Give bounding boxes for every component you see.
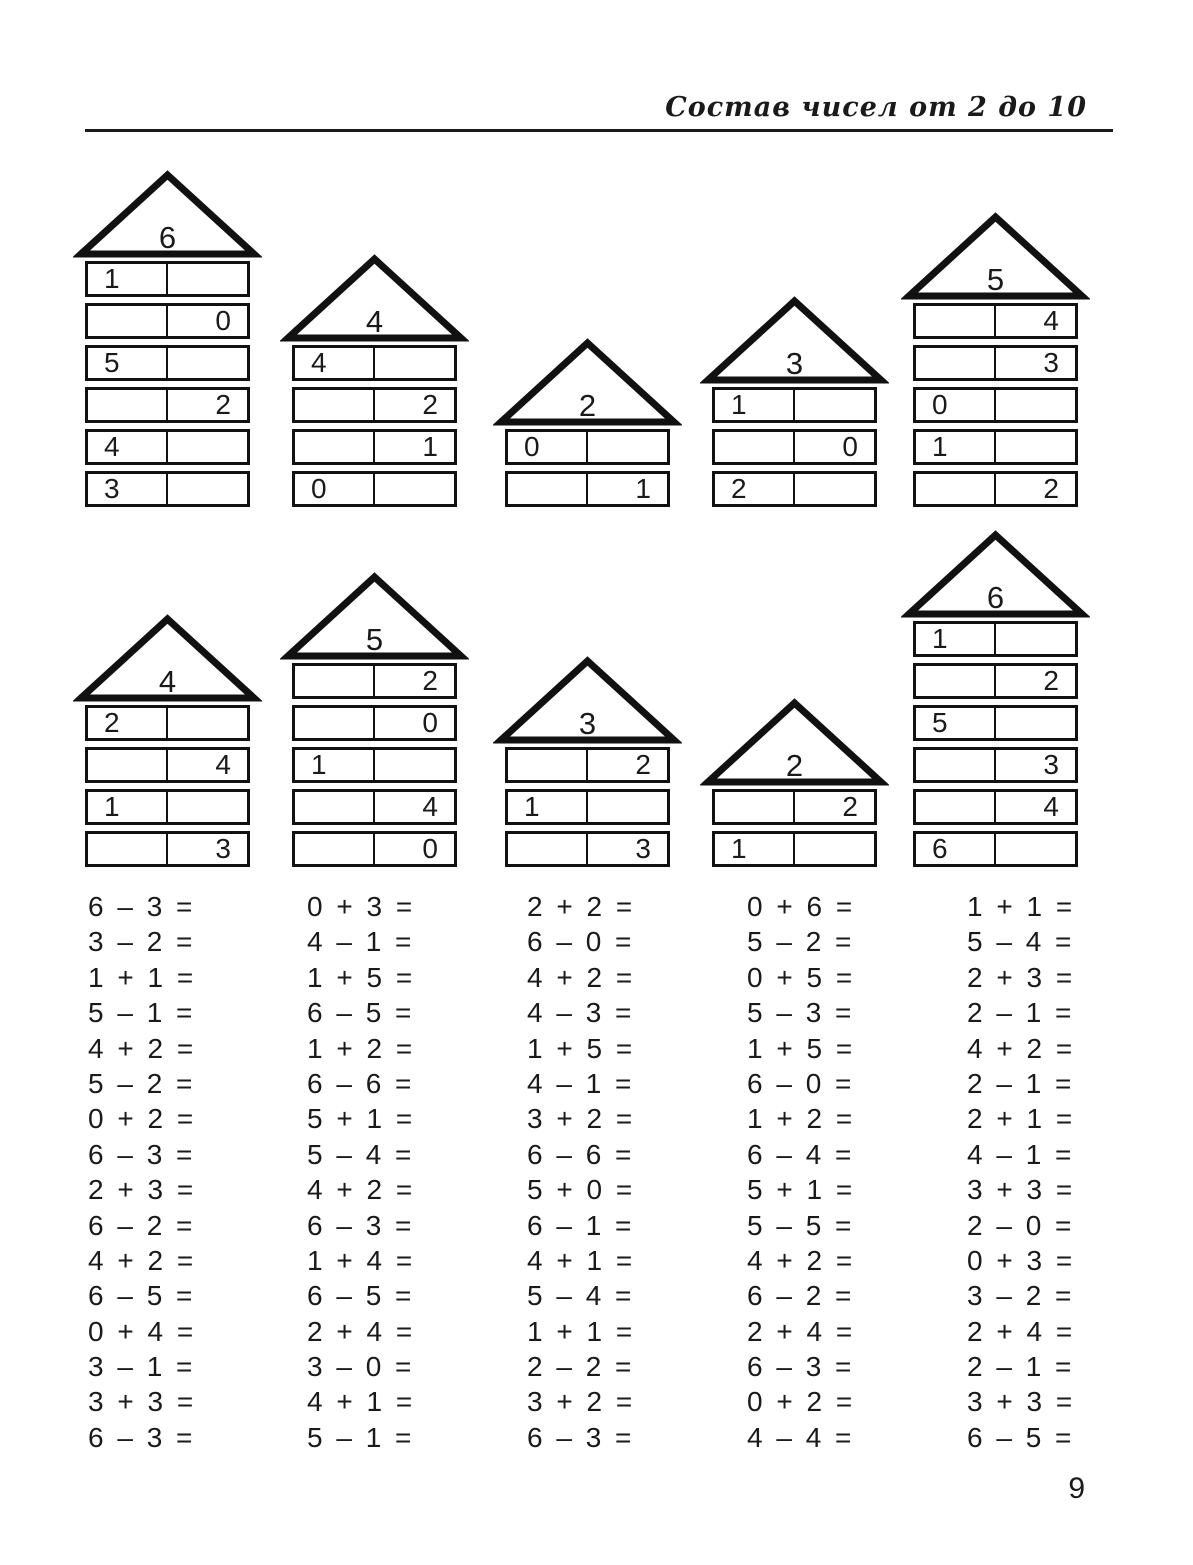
house-roof [901,530,1090,618]
house-row [292,831,457,867]
house-roof [73,614,262,702]
house-cell-left: 6 [916,834,996,864]
roof-number: 4 [365,304,384,339]
math-problem: 2 – 1 = [967,997,1073,1029]
house-cell-left [88,750,168,780]
math-problem: 6 – 1 = [527,1209,633,1241]
math-problem: 3 – 1 = [88,1351,194,1383]
house-row [913,303,1078,339]
math-problem: 4 + 1 = [307,1386,414,1418]
house-cell-left [88,390,168,420]
math-problem: 4 + 2 = [88,1244,195,1276]
house-row [505,831,670,867]
math-problem: 0 + 2 = [747,1386,854,1418]
math-problem: 6 – 4 = [747,1138,853,1170]
problems-column [307,891,457,1457]
number-house [712,698,877,870]
math-problem: 3 + 2 = [527,1103,634,1135]
house-row [913,471,1078,507]
house-cell-right [168,792,248,822]
math-problem: 4 + 2 = [747,1244,854,1276]
house-row [505,747,670,783]
house-cell-left [295,390,375,420]
house-cell-right: 0 [422,707,438,738]
house-cell-right: 2 [1043,665,1059,696]
math-problem: 6 – 5 = [307,1280,413,1312]
math-problem: 6 – 3 = [747,1351,853,1383]
house-cell-left [88,306,168,336]
house-roof [280,254,469,342]
number-house [292,254,457,510]
house-row [292,345,457,381]
math-problem: 5 – 1 = [88,997,194,1029]
house-cell-left: 1 [916,624,996,654]
house-roof [700,296,889,384]
house-cell-right [375,474,455,504]
house-cell-left: 1 [715,390,795,420]
house-cell-right [168,474,248,504]
math-problem: 2 + 3 = [967,961,1074,993]
house-cell-left: 1 [88,264,168,294]
math-problem: 5 – 2 = [88,1067,194,1099]
house-cell-right: 2 [842,791,858,822]
math-problem: 5 – 2 = [747,926,853,958]
house-cell-left [508,474,588,504]
house-row [292,471,457,507]
math-problem: 0 + 6 = [747,891,854,922]
number-house [505,656,670,870]
roof-number: 3 [785,346,804,381]
math-problem: 6 – 3 = [88,1138,194,1170]
math-problem: 4 + 2 = [307,1174,414,1206]
house-roof [493,656,682,744]
house-row [913,705,1078,741]
house-body [505,426,670,507]
problems-column [967,891,1117,1457]
house-cell-left [295,792,375,822]
house-cell-left [508,834,588,864]
roof-number: 6 [986,580,1005,615]
house-row [292,747,457,783]
house-cell-right [996,834,1076,864]
math-problem: 4 – 1 = [527,1067,633,1099]
problems-column [527,891,677,1457]
math-problem: 4 + 2 = [967,1032,1074,1064]
house-row [292,429,457,465]
house-cell-right: 0 [842,431,858,462]
math-problem: 4 – 3 = [527,997,633,1029]
house-cell-right: 4 [1043,791,1059,822]
math-problem: 2 – 0 = [967,1209,1073,1241]
house-cell-right [795,474,875,504]
house-body [292,660,457,867]
math-problem: 1 + 2 = [747,1103,854,1135]
math-problem: 5 – 4 = [307,1138,413,1170]
number-house [292,572,457,870]
house-cell-left [295,708,375,738]
house-cell-left: 1 [508,792,588,822]
number-house [913,212,1078,510]
house-cell-left: 4 [88,432,168,462]
house-cell-left: 1 [295,750,375,780]
number-house [85,170,250,510]
house-cell-left [295,432,375,462]
house-cell-right: 0 [422,833,438,864]
house-row [85,747,250,783]
house-row [913,345,1078,381]
house-row [913,789,1078,825]
house-cell-left: 0 [295,474,375,504]
house-body [505,744,670,867]
problems-column [747,891,897,1457]
math-problem: 5 – 3 = [747,997,853,1029]
house-cell-left [715,792,795,822]
house-cell-left: 2 [715,474,795,504]
math-problem: 4 – 4 = [747,1421,853,1453]
math-problem: 1 + 2 = [307,1032,414,1064]
problems-column [88,891,238,1457]
house-row [292,705,457,741]
math-problem: 4 – 1 = [307,926,413,958]
house-body [913,618,1078,867]
math-problem: 6 – 5 = [307,997,413,1029]
house-cell-right: 3 [1043,347,1059,378]
math-problem: 3 + 3 = [967,1386,1074,1418]
math-problem: 5 – 4 = [527,1280,633,1312]
house-cell-left [295,834,375,864]
house-row [85,831,250,867]
math-problem: 6 – 3 = [88,891,194,922]
math-problem: 0 + 4 = [88,1315,195,1347]
roof-number: 2 [785,748,804,783]
house-row [85,345,250,381]
math-problem: 0 + 5 = [747,961,854,993]
house-cell-right [588,792,668,822]
house-cell-right: 4 [1043,305,1059,336]
house-roof [73,170,262,258]
house-cell-right [996,708,1076,738]
house-body [292,342,457,507]
math-problem: 5 + 1 = [747,1174,854,1206]
number-house [505,338,670,510]
house-cell-right: 1 [635,473,651,504]
house-cell-left [916,792,996,822]
house-cell-left: 0 [916,390,996,420]
house-cell-left: 1 [916,432,996,462]
math-problem: 3 – 2 = [967,1280,1073,1312]
math-problem: 3 + 3 = [88,1386,195,1418]
house-row [913,747,1078,783]
math-problem: 6 – 0 = [527,926,633,958]
house-roof [280,572,469,660]
math-problem: 5 + 0 = [527,1174,634,1206]
house-cell-right [588,432,668,462]
math-problem: 6 – 3 = [88,1421,194,1453]
house-body [712,786,877,867]
house-cell-left [88,834,168,864]
house-row [85,789,250,825]
house-cell-left [916,348,996,378]
page-number: 9 [1068,1472,1085,1505]
house-cell-right: 3 [215,833,231,864]
math-problem: 6 – 5 = [967,1421,1073,1453]
math-problem: 6 – 5 = [88,1280,194,1312]
number-house [913,530,1078,870]
house-cell-right: 2 [215,389,231,420]
house-cell-left [916,306,996,336]
house-row [292,789,457,825]
math-problem: 6 – 2 = [88,1209,194,1241]
math-problem: 2 + 4 = [747,1315,854,1347]
math-problem: 3 + 3 = [967,1174,1074,1206]
house-cell-right: 3 [1043,749,1059,780]
math-problem: 1 + 5 = [527,1032,634,1064]
math-problem: 5 – 1 = [307,1421,413,1453]
house-row [712,429,877,465]
house-cell-left: 4 [295,348,375,378]
math-problem: 5 – 5 = [747,1209,853,1241]
math-problem: 1 + 1 = [967,891,1074,922]
house-roof [493,338,682,426]
number-house [712,296,877,510]
math-problem: 4 + 1 = [527,1244,634,1276]
house-row [913,831,1078,867]
roof-number: 2 [578,388,597,423]
house-cell-right: 2 [1043,473,1059,504]
math-problem: 2 – 1 = [967,1351,1073,1383]
house-row [85,705,250,741]
house-row [292,663,457,699]
house-row [913,429,1078,465]
house-cell-right: 4 [422,791,438,822]
math-problem: 1 + 1 = [88,961,195,993]
house-row [712,831,877,867]
house-cell-right [996,624,1076,654]
house-row [505,789,670,825]
house-cell-right [168,708,248,738]
math-problem: 5 – 4 = [967,926,1073,958]
house-cell-right [996,390,1076,420]
house-cell-left [916,666,996,696]
roof-number: 6 [158,220,177,255]
math-problem: 2 + 4 = [307,1315,414,1347]
roof-number: 5 [986,262,1005,297]
math-problem: 6 – 6 = [307,1067,413,1099]
house-roof [700,698,889,786]
math-problem: 6 – 6 = [527,1138,633,1170]
house-cell-right: 2 [635,749,651,780]
math-problem: 2 + 3 = [88,1174,195,1206]
house-body [913,300,1078,507]
roof-number: 3 [578,706,597,741]
house-cell-left [295,666,375,696]
house-cell-left: 2 [88,708,168,738]
math-problem: 0 + 3 = [307,891,414,922]
number-house [85,614,250,870]
math-problem: 6 – 3 = [307,1209,413,1241]
house-row [712,789,877,825]
house-cell-left: 1 [88,792,168,822]
house-body [85,702,250,867]
roof-number: 5 [365,622,384,657]
math-problem: 0 + 2 = [88,1103,195,1135]
math-problem: 2 – 2 = [527,1351,633,1383]
math-problem: 3 – 0 = [307,1351,413,1383]
math-problem: 4 – 1 = [967,1138,1073,1170]
house-cell-right [795,834,875,864]
math-problem: 2 + 4 = [967,1315,1074,1347]
house-row [712,387,877,423]
house-body [85,258,250,507]
house-cell-left: 0 [508,432,588,462]
house-cell-left [715,432,795,462]
math-problem: 1 + 5 = [307,961,414,993]
math-problem: 2 + 1 = [967,1103,1074,1135]
house-cell-left: 5 [916,708,996,738]
math-problem: 5 + 1 = [307,1103,414,1135]
math-problem: 4 + 2 = [88,1032,195,1064]
math-problem: 1 + 5 = [747,1032,854,1064]
house-cell-right: 4 [215,749,231,780]
house-cell-right [375,750,455,780]
house-cell-right: 0 [215,305,231,336]
house-row [85,303,250,339]
house-row [85,429,250,465]
house-row [913,663,1078,699]
math-problem: 3 + 2 = [527,1386,634,1418]
house-row [505,471,670,507]
house-row [85,387,250,423]
math-problem: 6 – 0 = [747,1067,853,1099]
house-cell-right: 1 [422,431,438,462]
house-row [913,387,1078,423]
house-cell-right: 3 [635,833,651,864]
math-problem: 2 – 1 = [967,1067,1073,1099]
math-problem: 6 – 3 = [527,1421,633,1453]
house-row [505,429,670,465]
house-cell-right [168,432,248,462]
house-cell-left [508,750,588,780]
house-cell-left [916,474,996,504]
house-cell-right [375,348,455,378]
math-problem: 2 + 2 = [527,891,634,922]
house-cell-right: 2 [422,389,438,420]
house-row [712,471,877,507]
house-body [712,384,877,507]
house-row [85,471,250,507]
math-problem: 1 + 1 = [527,1315,634,1347]
house-cell-right [795,390,875,420]
house-row [292,387,457,423]
math-problem: 3 – 2 = [88,926,194,958]
page-header-title: Состав чисел от 2 до 10 [665,92,1087,123]
math-problem: 4 + 2 = [527,961,634,993]
house-cell-right [996,432,1076,462]
house-cell-left: 5 [88,348,168,378]
header-rule [85,129,1113,132]
math-problem: 1 + 4 = [307,1244,414,1276]
house-roof [901,212,1090,300]
house-cell-left: 1 [715,834,795,864]
math-problem: 0 + 3 = [967,1244,1074,1276]
house-cell-right: 2 [422,665,438,696]
house-cell-left: 3 [88,474,168,504]
house-row [85,261,250,297]
math-problem: 6 – 2 = [747,1280,853,1312]
house-cell-right [168,264,248,294]
house-cell-left [916,750,996,780]
house-row [913,621,1078,657]
house-cell-right [168,348,248,378]
roof-number: 4 [158,664,177,699]
